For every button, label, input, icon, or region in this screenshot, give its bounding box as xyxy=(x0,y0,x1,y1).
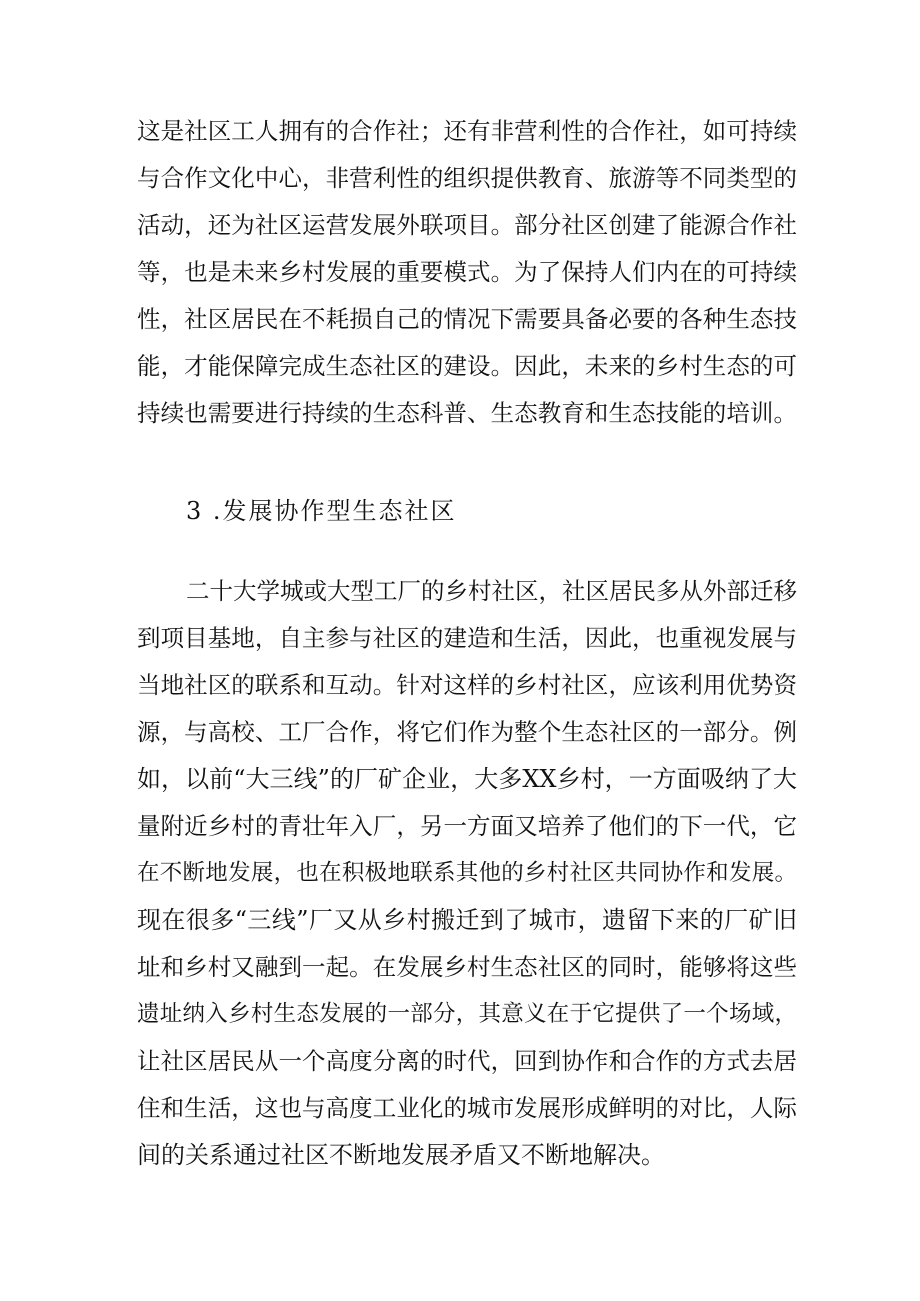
paragraph-line: 到项目基地，自主参与社区的建造和生活，因此，也重视发展与 xyxy=(137,624,797,652)
paragraph-line: 现在很多“三线”厂又从乡村搬迁到了城市，遗留下来的厂矿旧 xyxy=(137,906,797,934)
paragraph-line: 能，才能保障完成生态社区的建设。因此，未来的乡村生态的可 xyxy=(137,352,797,380)
paragraph-line: 如，以前“大三线”的厂矿企业，大多XX乡村，一方面吸纳了大 xyxy=(137,765,797,793)
paragraph-line: 源，与高校、工厂合作，将它们作为整个生态社区的一部分。例 xyxy=(137,718,797,746)
paragraph-line: 活动，还为社区运营发展外联项目。部分社区创建了能源合作社 xyxy=(137,211,797,239)
paragraph-line: 在不断地发展，也在积极地联系其他的乡村社区共同协作和发展。 xyxy=(137,860,797,886)
paragraph-line: 住和生活，这也与高度工业化的城市发展形成鲜明的对比，人际 xyxy=(137,1094,797,1122)
paragraph-line: 量附近乡村的青壮年入厂，另一方面又培养了他们的下一代，它 xyxy=(137,812,797,840)
paragraph-line: 性，社区居民在不耗损自己的情况下需要具备必要的各种生态技 xyxy=(137,305,797,333)
paragraph-line: 址和乡村又融到一起。在发展乡村生态社区的同时，能够将这些 xyxy=(137,953,797,981)
paragraph-line: 当地社区的联系和互动。针对这样的乡村社区，应该利用优势资 xyxy=(137,671,797,699)
paragraph-line: 二十大学城或大型工厂的乡村社区，社区居民多从外部迁移 xyxy=(186,577,797,605)
section-heading: 3 .发展协作型生态社区 xyxy=(186,497,457,525)
paragraph-line: 间的关系通过社区不断地发展矛盾又不断地解决。 xyxy=(137,1141,665,1169)
paragraph-line: 遗址纳入乡村生态发展的一部分，其意义在于它提供了一个场域， xyxy=(137,1001,797,1027)
paragraph-line: 这是社区工人拥有的合作社；还有非营利性的合作社，如可持续 xyxy=(137,117,797,145)
paragraph-line: 与合作文化中心，非营利性的组织提供教育、旅游等不同类型的 xyxy=(137,164,797,192)
paragraph-line: 等，也是未来乡村发展的重要模式。为了保持人们内在的可持续 xyxy=(137,258,797,286)
paragraph-line: 持续也需要进行持续的生态科普、生态教育和生态技能的培训。 xyxy=(137,399,797,427)
paragraph-line: 让社区居民从一个高度分离的时代，回到协作和合作的方式去居 xyxy=(137,1047,797,1075)
